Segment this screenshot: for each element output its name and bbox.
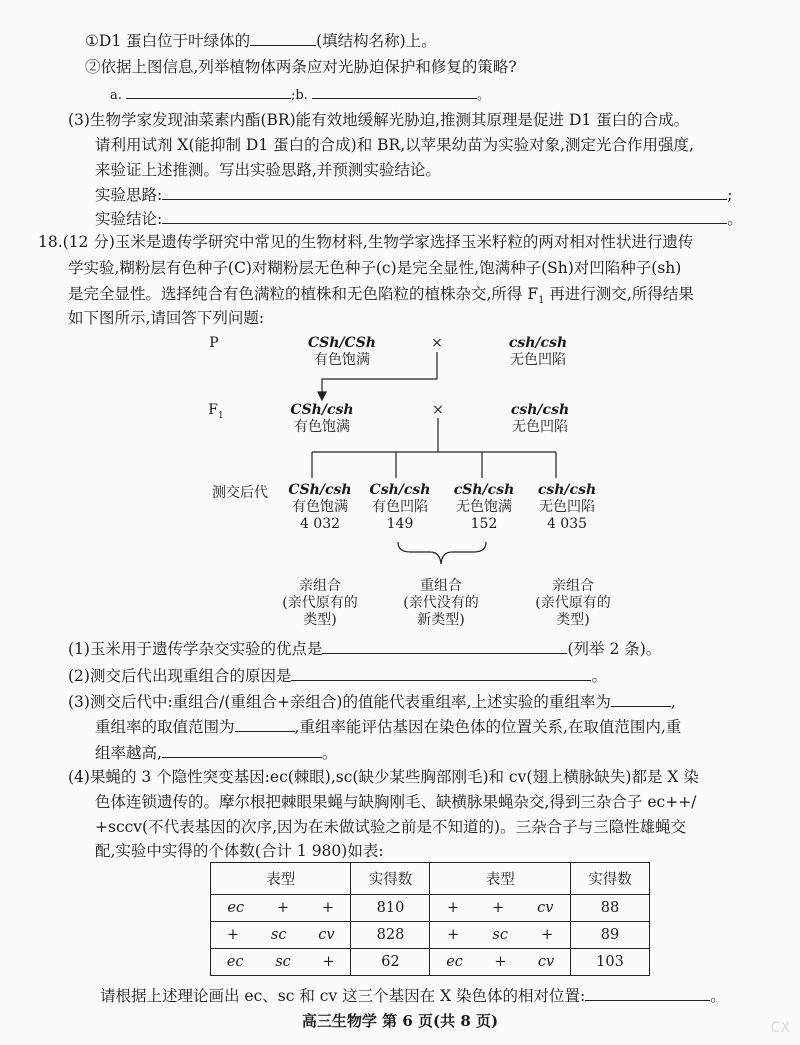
q18-4-line1: (4)果蝇的 3 个隐性突变基因:ec(棘眼),sc(缺少某些胸部刚毛)和 cv(翅上横脉缺失)都是 X 染 <box>68 768 699 786</box>
header-phenotype: 表型 <box>211 863 351 895</box>
genotype: cSh/csh <box>453 482 515 498</box>
allele: cv <box>537 954 555 970</box>
count: 4 032 <box>299 516 341 532</box>
allele: + <box>494 954 507 970</box>
phenotype: 有色饱满 <box>313 352 370 368</box>
allele: cv <box>318 927 335 943</box>
group-desc: 类型) <box>556 612 590 628</box>
group-parental-2 <box>535 578 610 629</box>
group-recombinant <box>403 578 478 629</box>
q-text: 请根据上述理论画出 ec、sc 和 cv 这三个基因在 X 染色体的相对位置: <box>100 987 586 1005</box>
offspring-2 <box>370 482 431 533</box>
group-desc: 新类型) <box>417 612 465 628</box>
subscript: 1 <box>538 295 545 307</box>
group-title: 重组合 <box>420 578 462 594</box>
phenotype-count-table <box>210 862 650 976</box>
conclusion-label: 实验结论: <box>95 210 163 228</box>
q-text: 重组率的取值范围为 <box>95 718 235 736</box>
phenotype: 无色饱满 <box>455 499 512 515</box>
allele: + <box>226 927 240 943</box>
q18-3-line2 <box>95 716 681 737</box>
group-desc: (亲代原有的 <box>282 595 358 611</box>
q-text: 再进行测交,所得结果 <box>544 285 694 303</box>
group-parental-1 <box>282 578 357 629</box>
phenotype-cell <box>211 895 351 922</box>
allele: + <box>322 954 335 970</box>
f1-parent-2 <box>511 402 569 436</box>
header-phenotype: 表型 <box>430 863 570 895</box>
q-text: ,重组率能评估基因在染色体的位置关系,在取值范围内,重 <box>294 718 682 736</box>
genotype: CSh/csh <box>288 482 352 498</box>
q17-2-2: ②依据上图信息,列举植物体两条应对光胁迫保护和修复的策略? <box>85 58 517 76</box>
phenotype: 无色凹陷 <box>538 499 595 515</box>
watermark: CX <box>770 1020 790 1036</box>
offspring-1 <box>288 482 351 533</box>
q17-3-line2: 请利用试剂 X(能抑制 D1 蛋白的合成)和 BR,以苹果幼苗为实验对象,测定光合作用强度, <box>95 136 694 154</box>
count-cell: 828 <box>351 922 430 949</box>
phenotype: 有色饱满 <box>291 499 348 515</box>
answer-blank[interactable] <box>322 638 567 654</box>
cross-symbol: × <box>432 402 444 418</box>
p-label: P <box>209 335 219 351</box>
q-text: (3)测交后代中:重组合/(重组合+亲组合)的值能代表重组率,上述实验的重组率为 <box>68 693 611 711</box>
q18-intro-4: 如下图所示,请回答下列问题: <box>68 309 265 327</box>
q18-intro-1: 18.(12 分)玉米是遗传学研究中常见的生物材料,生物学家选择玉米籽粒的两对相对性状进行遗传 <box>38 233 694 251</box>
allele: ec <box>227 900 245 916</box>
subscript: 1 <box>217 410 224 421</box>
offspring-4 <box>538 482 596 533</box>
group-desc: (亲代没有的 <box>403 595 479 611</box>
phenotype: 无色凹陷 <box>509 352 566 368</box>
phenotype-cell <box>211 949 351 976</box>
offspring-3 <box>454 482 515 533</box>
q18-4-line3: +sccv(不代表基因的次序,因为在未做试验之前是不知道的)。三杂合子与三隐性雄蝇交 <box>95 818 687 836</box>
answer-blank[interactable] <box>291 665 591 681</box>
answer-blank[interactable] <box>162 742 322 758</box>
q18-4-final <box>100 985 726 1006</box>
genotype: csh/csh <box>508 335 568 351</box>
allele: sc <box>492 927 508 943</box>
q-text: (填结构名称)上。 <box>316 32 437 50</box>
q17-3-line1: (3)生物学家发现油菜素内酯(BR)能有效地缓解光胁迫,推测其原理是促进 D1 蛋白的合成。 <box>68 111 690 129</box>
allele: sc <box>270 927 287 943</box>
table-row <box>211 895 650 922</box>
header-count: 实得数 <box>570 863 649 895</box>
genotype: CSh/CSh <box>308 335 376 351</box>
allele: ec <box>446 954 463 970</box>
allele: + <box>492 900 505 916</box>
q18-3-line3 <box>95 742 337 763</box>
end-mark: 。 <box>477 88 491 103</box>
answer-blank[interactable] <box>235 716 295 732</box>
phenotype-cell <box>211 922 351 949</box>
q18-3-line1 <box>68 691 676 712</box>
idea-label: 实验思路: <box>95 186 163 204</box>
end-mark: ; <box>727 186 733 204</box>
count-cell: 88 <box>570 895 649 922</box>
label-b: ;b. <box>291 88 308 103</box>
allele: + <box>447 927 460 943</box>
end-mark: 。 <box>727 210 743 228</box>
phenotype-cell <box>430 895 570 922</box>
page-footer: 高三生物学 第 6 页(共 8 页) <box>301 1012 499 1030</box>
testcross-label: 测交后代 <box>212 485 268 501</box>
q-text: 。 <box>591 667 607 685</box>
answer-blank[interactable] <box>585 985 710 1001</box>
genotype: csh/csh <box>537 482 597 498</box>
f-label: F <box>208 402 218 418</box>
group-desc: 类型) <box>303 612 337 628</box>
genotype: csh/csh <box>510 402 570 418</box>
q-text: , <box>670 693 676 711</box>
group-desc: (亲代原有的 <box>535 595 611 611</box>
q-text: ①D1 蛋白位于叶绿体的 <box>85 32 251 50</box>
answer-blank[interactable] <box>611 691 671 707</box>
label-a: a. <box>110 88 122 103</box>
count-cell: 810 <box>351 895 430 922</box>
q18-4-line4: 配,实验中实得的个体数(合计 1 980)如表: <box>95 842 384 860</box>
allele: ec <box>226 954 244 970</box>
f1-parent-1 <box>290 402 353 436</box>
phenotype: 有色饱满 <box>293 419 350 435</box>
count: 152 <box>470 516 498 532</box>
table-row <box>211 922 650 949</box>
allele: + <box>321 900 335 916</box>
f1-label <box>208 402 223 425</box>
table-row <box>211 949 650 976</box>
header-count: 实得数 <box>351 863 430 895</box>
phenotype-cell <box>430 922 570 949</box>
group-title: 亲组合 <box>552 578 594 594</box>
q18-2 <box>68 665 607 686</box>
arrow-head <box>318 392 326 400</box>
table-header-row <box>211 863 650 895</box>
count-cell: 62 <box>351 949 430 976</box>
p-parent-2 <box>509 335 567 369</box>
count-cell: 103 <box>570 949 649 976</box>
count: 149 <box>386 516 414 532</box>
count-cell: 89 <box>570 922 649 949</box>
q-text: 组率越高, <box>95 744 162 762</box>
q-text: (2)测交后代出现重组合的原因是 <box>68 667 292 685</box>
q-text: 。 <box>321 744 338 762</box>
q-text: (1)玉米用于遗传学杂交实验的优点是 <box>68 640 323 658</box>
q17-3-line3: 来验证上述推测。写出实验思路,并预测实验结论。 <box>95 161 441 179</box>
cross-symbol: × <box>431 335 443 351</box>
q-text: 。 <box>710 987 726 1005</box>
group-title: 亲组合 <box>299 578 341 594</box>
allele: + <box>446 900 460 916</box>
allele: cv <box>537 900 554 916</box>
genotype: CSh/csh <box>290 402 354 418</box>
count: 4 035 <box>546 516 588 532</box>
phenotype: 有色凹陷 <box>372 499 428 515</box>
q-text: 是完全显性。选择纯合有色满粒的植株和无色陷粒的植株杂交,所得 F <box>68 285 539 303</box>
allele: + <box>541 927 554 943</box>
q18-intro-2: 学实验,糊粉层有色种子(C)对糊粉层无色种子(c)是完全显性,饱满种子(Sh)对凹陷种子(sh) <box>68 259 682 277</box>
genotype: Csh/csh <box>369 482 431 498</box>
q18-4-line2: 色体连锁遗传的。摩尔根把棘眼果蝇与缺胸刚毛、缺横脉果蝇杂交,得到三杂合子 ec++/ <box>95 793 697 811</box>
recombinant-brace <box>398 542 486 564</box>
p-parent-1 <box>308 335 376 369</box>
allele: sc <box>275 954 291 970</box>
phenotype-cell <box>430 949 570 976</box>
q18-1 <box>68 638 661 659</box>
allele: + <box>276 900 290 916</box>
q-text: (列举 2 条)。 <box>567 640 662 658</box>
phenotype: 无色凹陷 <box>511 419 568 435</box>
